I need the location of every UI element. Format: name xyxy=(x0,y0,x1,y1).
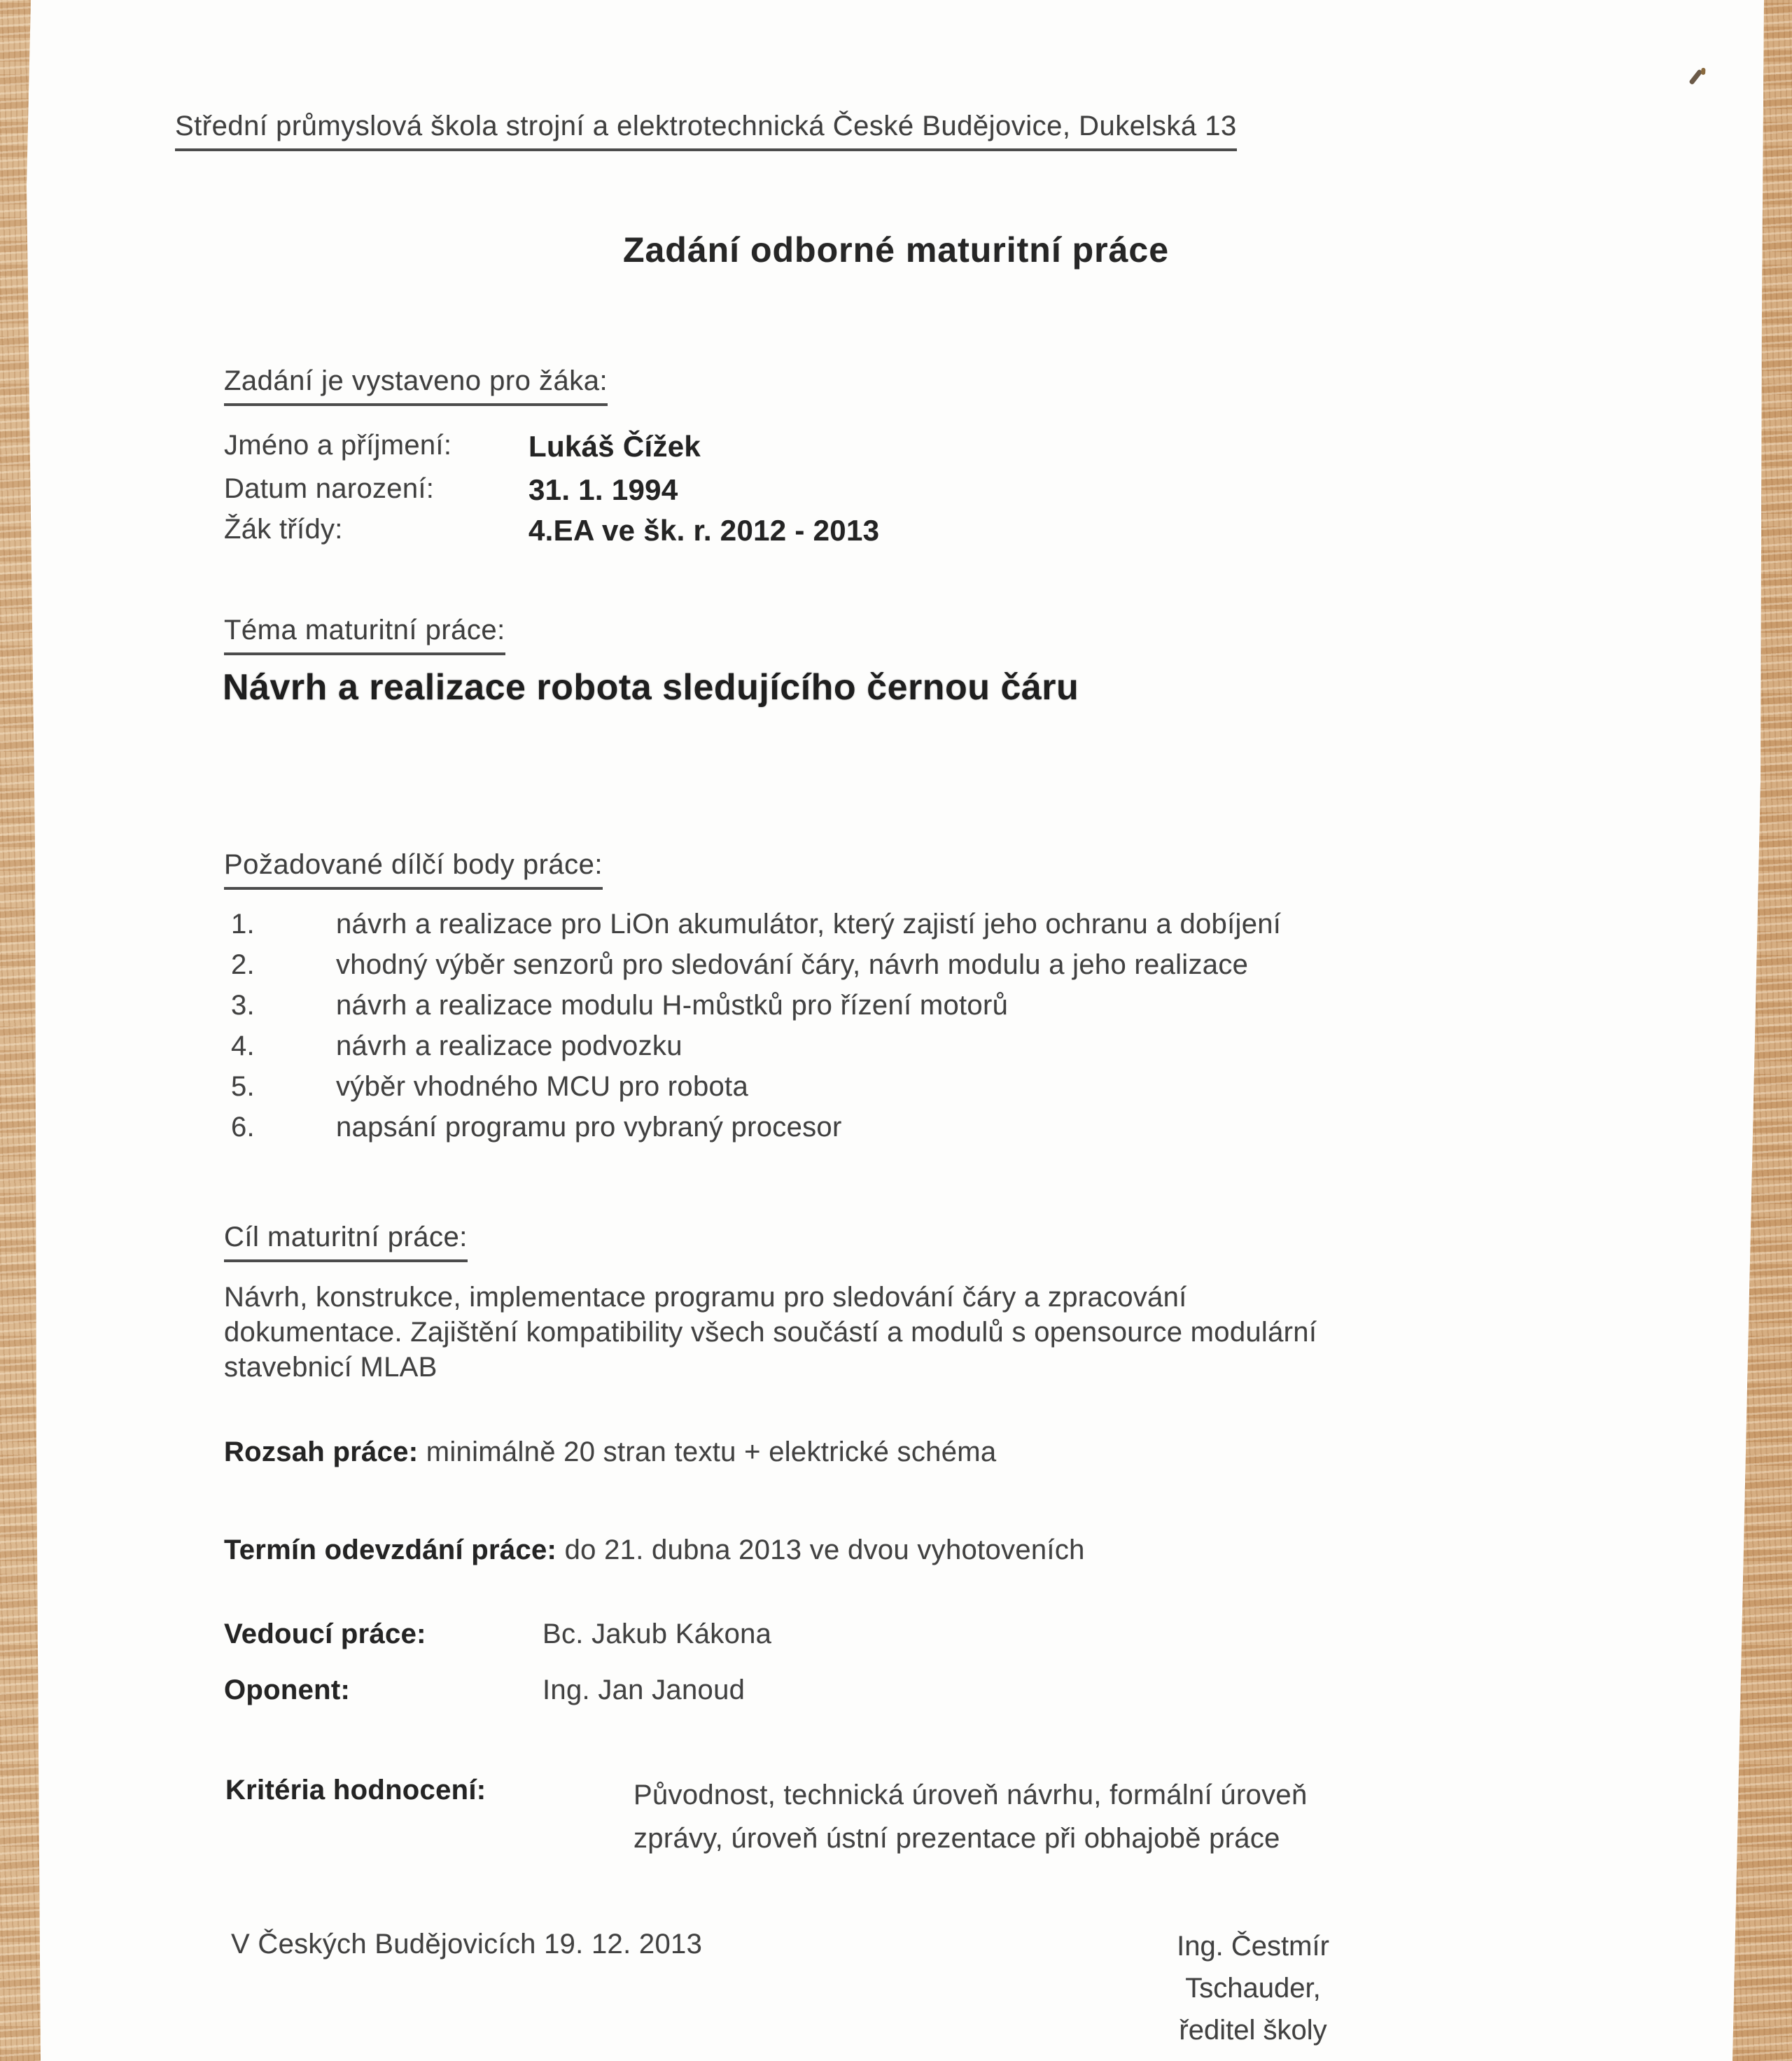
scope-row xyxy=(224,1437,996,1468)
criteria-value xyxy=(634,1773,1308,1860)
goal-line: dokumentace. Zajištění kompatibility všech součástí a modulů s opensource modulární xyxy=(224,1317,1317,1348)
goal-heading: Cíl maturitní práce: xyxy=(224,1222,468,1262)
requirement-number: 5. xyxy=(231,1071,255,1102)
signature-title: ředitel školy xyxy=(1179,2015,1327,2046)
requirement-text: napsání programu pro vybraný procesor xyxy=(336,1112,842,1143)
requirement-item xyxy=(231,909,1281,940)
signature-block xyxy=(1124,1925,1382,2051)
deadline-row xyxy=(224,1535,1085,1566)
school-header-text: Střední průmyslová škola strojní a elektrotechnická České Budějovice, Dukelská 13 xyxy=(175,111,1237,151)
requirements-heading: Požadované dílčí body práce: xyxy=(224,849,603,890)
deadline-value: do 21. dubna 2013 ve dvou vyhotoveních xyxy=(564,1535,1085,1565)
supervisor-row xyxy=(224,1619,771,1650)
field-row-class xyxy=(224,514,879,547)
requirement-text: návrh a realizace modulu H-můstků pro řízení motorů xyxy=(336,990,1009,1021)
requirement-item xyxy=(231,1030,1281,1062)
criteria-label: Kritéria hodnocení: xyxy=(225,1775,486,1805)
goal-line: stavebnicí MLAB xyxy=(224,1352,438,1383)
student-section-heading: Zadání je vystaveno pro žáka: xyxy=(224,365,608,406)
deadline-label: Termín odevzdání práce: xyxy=(224,1535,557,1565)
field-label-class: Žák třídy: xyxy=(224,514,343,545)
supervisor-label: Vedoucí práce: xyxy=(224,1619,426,1649)
school-header xyxy=(175,111,1237,151)
field-row-name xyxy=(224,430,701,463)
topic-section-heading: Téma maturitní práce: xyxy=(224,615,505,655)
requirement-text: vhodný výběr senzorů pro sledování čáry, návrh modulu a jeho realizace xyxy=(336,949,1249,980)
document-title: Zadání odborné maturitní práce xyxy=(622,230,1170,270)
goal-paragraph xyxy=(224,1280,1317,1385)
field-value-birthdate: 31. 1. 1994 xyxy=(528,473,678,506)
requirement-number: 1. xyxy=(231,909,255,939)
opponent-value: Ing. Jan Janoud xyxy=(542,1675,746,1705)
requirement-item xyxy=(231,949,1281,981)
requirement-number: 4. xyxy=(231,1030,255,1061)
field-value-class: 4.EA ve šk. r. 2012 - 2013 xyxy=(528,514,880,547)
criteria-line: Původnost, technická úroveň návrhu, formální úroveň xyxy=(634,1780,1308,1810)
place-and-date: V Českých Budějovicích 19. 12. 2013 xyxy=(231,1929,703,1959)
requirement-number: 3. xyxy=(231,990,255,1021)
opponent-label: Oponent: xyxy=(224,1675,351,1705)
field-row-birthdate xyxy=(224,473,678,507)
field-label-name: Jméno a příjmení: xyxy=(224,430,452,461)
thesis-topic: Návrh a realizace robota sledujícího černou čáru xyxy=(223,667,1079,708)
requirement-text: návrh a realizace podvozku xyxy=(336,1030,682,1061)
opponent-row xyxy=(224,1675,745,1706)
requirement-item xyxy=(231,1112,1281,1143)
field-value-name: Lukáš Čížek xyxy=(528,430,701,463)
requirement-number: 6. xyxy=(231,1112,255,1143)
field-label-birthdate: Datum narození: xyxy=(224,473,435,504)
requirement-item xyxy=(231,990,1281,1021)
supervisor-value: Bc. Jakub Kákona xyxy=(542,1619,772,1649)
scope-value: minimálně 20 stran textu + elektrické schéma xyxy=(426,1437,997,1467)
requirement-text: výběr vhodného MCU pro robota xyxy=(336,1071,749,1102)
requirement-text: návrh a realizace pro LiOn akumulátor, který zajistí jeho ochranu a dobíjení xyxy=(336,909,1282,939)
signature-name: Ing. Čestmír Tschauder, xyxy=(1177,1931,1329,2004)
requirement-number: 2. xyxy=(231,949,255,980)
scope-label: Rozsah práce: xyxy=(224,1437,419,1467)
requirement-item xyxy=(231,1071,1281,1103)
requirements-list xyxy=(231,909,1281,1152)
goal-line: Návrh, konstrukce, implementace programu pro sledování čáry a zpracování xyxy=(224,1282,1187,1313)
criteria-line: zprávy, úroveň ústní prezentace při obhajobě práce xyxy=(634,1823,1280,1854)
